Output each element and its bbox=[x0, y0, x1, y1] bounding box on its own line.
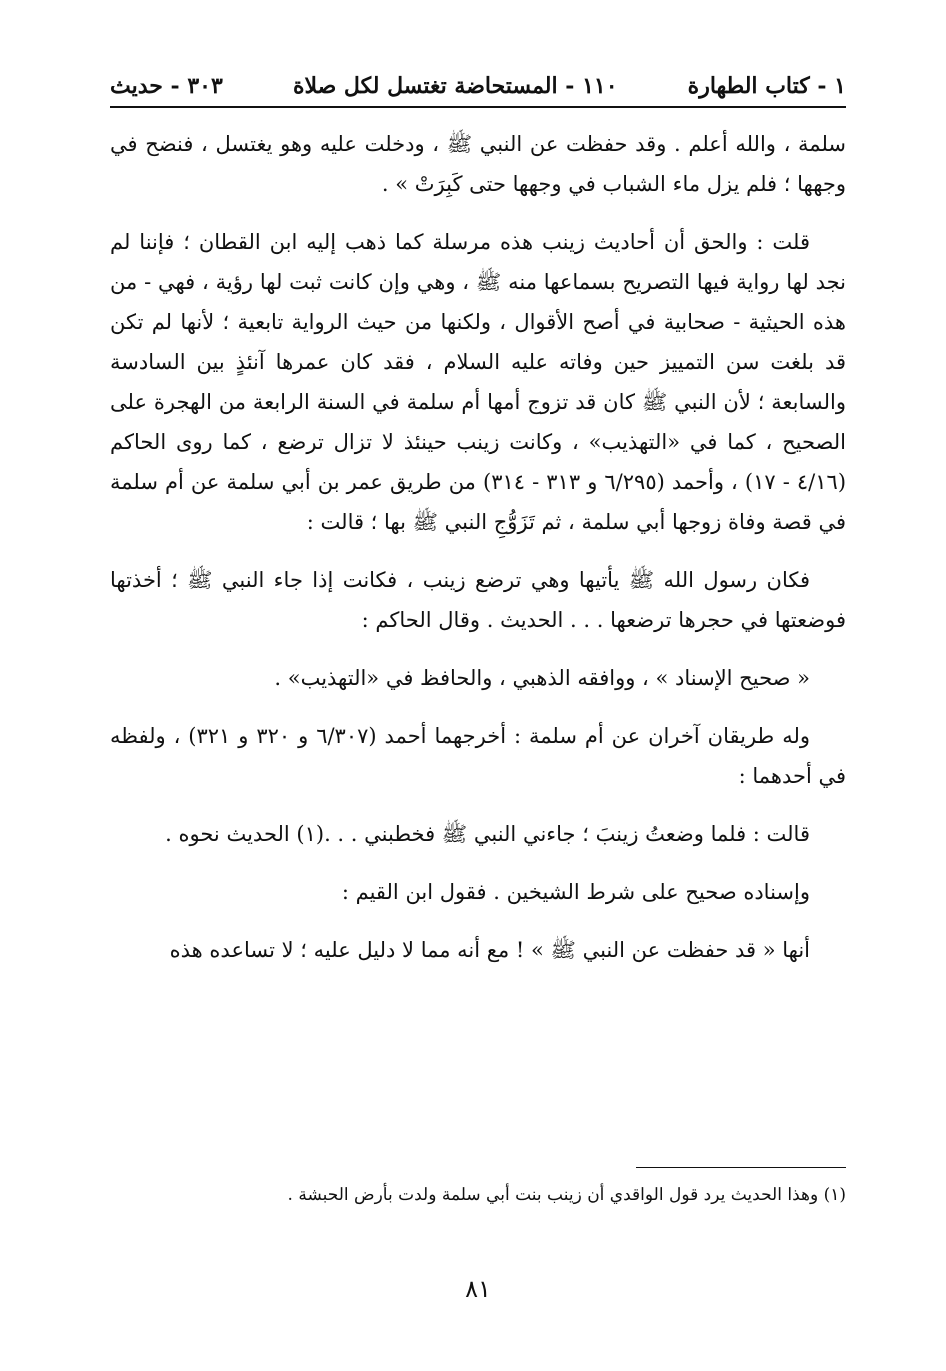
page-number: ٨١ bbox=[465, 1275, 491, 1303]
paragraph: قلت : والحق أن أحاديث زينب هذه مرسلة كما ذهب إليه ابن القطان ؛ فإننا لم نجد لها رواية فيها التصريح بسماعها منه ﷺ ، وهي وإن كانت ثبت لها رؤية ، فهي - من هذه الحيثية - صحابية في أصح الأقوال ، ولكنها من حيث الرواية تابعية ؛ لأنها لم تكن قد بلغت سن التمييز حين وفاته عليه السلام ، فقد كان عمرها آنئذٍ بين السادسة والسابعة ؛ لأن النبي ﷺ كان قد تزوج أمها أم سلمة في السنة الرابعة من الهجرة على الصحيح ، كما في «التهذيب» ، وكانت زينب حينئذ لا تزال ترضع ، كما روى الحاكم (٤/١٦ - ١٧) ، وأحمد (٦/٢٩٥ و ٣١٣ - ٣١٤) من طريق عمر بن أبي سلمة عن أم سلمة في قصة وفاة زوجها أبي سلمة ، ثم تَزَوُّجِ النبي ﷺ بها ؛ قالت : bbox=[110, 230, 847, 534]
footnote-rule bbox=[636, 1167, 846, 1168]
main-text bbox=[110, 124, 846, 988]
header-hadith-number: ٣٠٣ - حديث bbox=[110, 73, 223, 99]
quote-paragraph: « صحيح الإسناد » ، ووافقه الذهبي ، والحافظ في «التهذيب» . bbox=[274, 666, 810, 690]
paragraph: وله طريقان آخران عن أم سلمة : أخرجهما أحمد (٦/٣٠٧ و ٣٢٠ و ٣٢١) ، ولفظه في أحدهما : bbox=[110, 724, 846, 788]
footnote: (١) وهذا الحديث يرد قول الواقدي أن زينب بنت أبي سلمة ولدت بأرض الحبشة . bbox=[287, 1185, 846, 1205]
header-section: ١١٠ - المستحاضة تغتسل لكل صلاة bbox=[292, 73, 618, 99]
paragraph: وإسناده صحيح على شرط الشيخين . فقول ابن القيم : bbox=[341, 880, 810, 904]
quote-paragraph: قالت : فلما وضعتُ زينبَ ؛ جاءني النبي ﷺ فخطبني . . .(١) الحديث نحوه . bbox=[165, 822, 810, 846]
quote-paragraph: فكان رسول الله ﷺ يأتيها وهي ترضع زينب ، فكانت إذا جاء النبي ﷺ ؛ أخذتها فوضعتها في حجرها ترضعها . . . الحديث . وقال الحاكم : bbox=[110, 568, 846, 632]
header-rule bbox=[110, 106, 846, 108]
paragraph: سلمة ، والله أعلم . وقد حفظت عن النبي ﷺ ، ودخلت عليه وهو يغتسل ، فنضح في وجهها ؛ فلم يزل ماء الشباب في وجهها حتى كَبِرَتْ » . bbox=[110, 132, 846, 196]
running-header bbox=[110, 68, 846, 104]
header-chapter: ١ - كتاب الطهارة bbox=[687, 73, 846, 99]
book-page bbox=[110, 60, 846, 1350]
paragraph: أنها « قد حفظت عن النبي ﷺ » ! مع أنه مما لا دليل عليه ؛ لا تساعده هذه bbox=[169, 938, 810, 962]
